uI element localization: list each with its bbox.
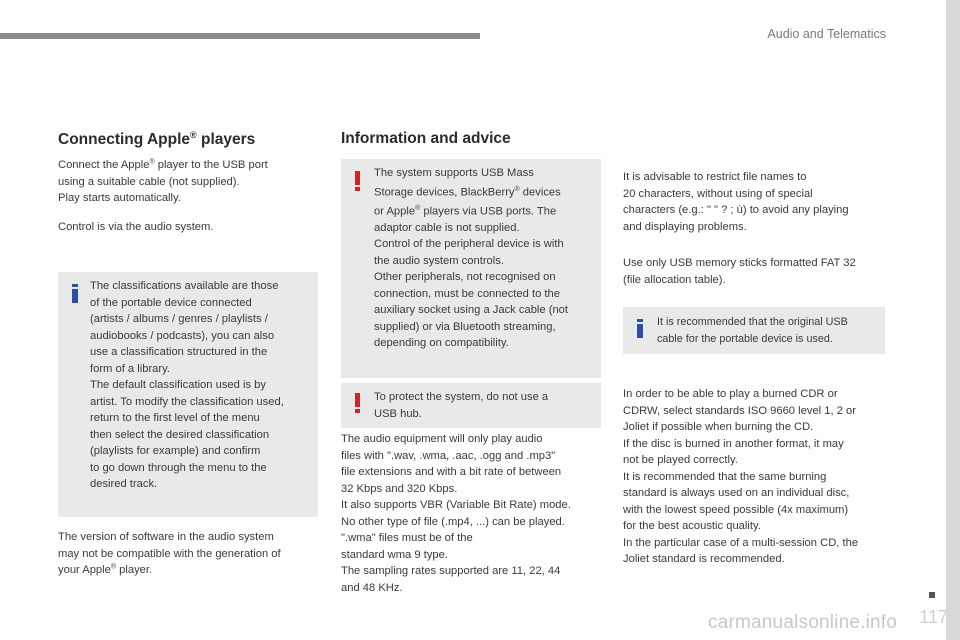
left-info-box (58, 272, 318, 517)
right-paragraph-3: In order to be able to play a burned CDR or CDRW, select standards ISO 9660 level 1, 2 or Joliet if possible when burning the CD. If the disc is burned in another format, it may not be played correctly. It is recommended that the same burning standard is always used on an individual disc, with the lowest speed possible (4x maximum) for the best acoustic quality. In the particular case of a multi-session CD, the Joliet standard is recommended. (623, 388, 859, 565)
info-icon (72, 284, 78, 303)
warning-box-2 (341, 383, 601, 428)
warning-icon (355, 393, 360, 413)
middle-heading: Information and advice (341, 130, 511, 147)
info-icon (637, 319, 643, 338)
warning-text-2: To protect the system, do not use a USB hub. (374, 391, 549, 420)
warning-text-1: The system supports USB Mass Storage devices, BlackBerry® devices or Apple® players via USB ports. The adaptor cable is not supplied. Control of the peripheral device is with the audio system controls. Other peripherals, not recognised on connection, must be connected to the auxiliary socket using a Jack cable (not supplied) or via Bluetooth streaming, depending on compatibility. (374, 167, 569, 350)
left-paragraph-1: Connect the Apple® player to the USB port using a suitable cable (not supplied). Play starts automatically. (58, 158, 268, 204)
right-paragraph-1: It is advisable to restrict file names to 20 characters, without using of special characters (e.g.: " " ? ; ù) to avoid any playing and displaying problems. (623, 171, 849, 233)
header-bar (0, 33, 480, 39)
warning-box-1 (341, 159, 601, 378)
left-paragraph-2: Control is via the audio system. (58, 221, 214, 233)
right-info-text: It is recommended that the original USB cable for the portable device is used. (657, 316, 848, 345)
page-marker (929, 592, 935, 598)
left-info-text: The classifications available are those of the portable device connected (artists / albums / genres / playlists / audiobooks / podcasts), you can also use a classification structured in the form of a library. The default classification used is by artist. To modify the classification used, return to the first level of the menu then select the desired classification (playlists for example) and confirm to go down through the menu to the desired track. (90, 280, 284, 490)
left-paragraph-3: The version of software in the audio system may not be compatible with the generation of your Apple® player. (58, 531, 281, 576)
page-edge-strip (946, 0, 960, 640)
middle-paragraph-1: The audio equipment will only play audio files with ".wav, .wma, .aac, .ogg and .mp3" file extensions and with a bit rate of between 32 Kbps and 320 Kbps. It also supports VBR (Variable Bit Rate) mode. No other type of file (.mp4, ...) can be played. ".wma" files must be of the standard wma 9 type. The sampling rates supported are 11, 22, 44 and 48 KHz. (341, 433, 571, 594)
page-number: 117 (919, 607, 948, 627)
section-title: Audio and Telematics (767, 27, 886, 41)
right-info-box (623, 307, 885, 354)
right-paragraph-2: Use only USB memory sticks formatted FAT 32 (file allocation table). (623, 257, 856, 286)
left-heading: Connecting Apple® players (58, 130, 256, 149)
watermark: carmanualsonline.info (708, 612, 898, 633)
warning-icon (355, 171, 360, 191)
